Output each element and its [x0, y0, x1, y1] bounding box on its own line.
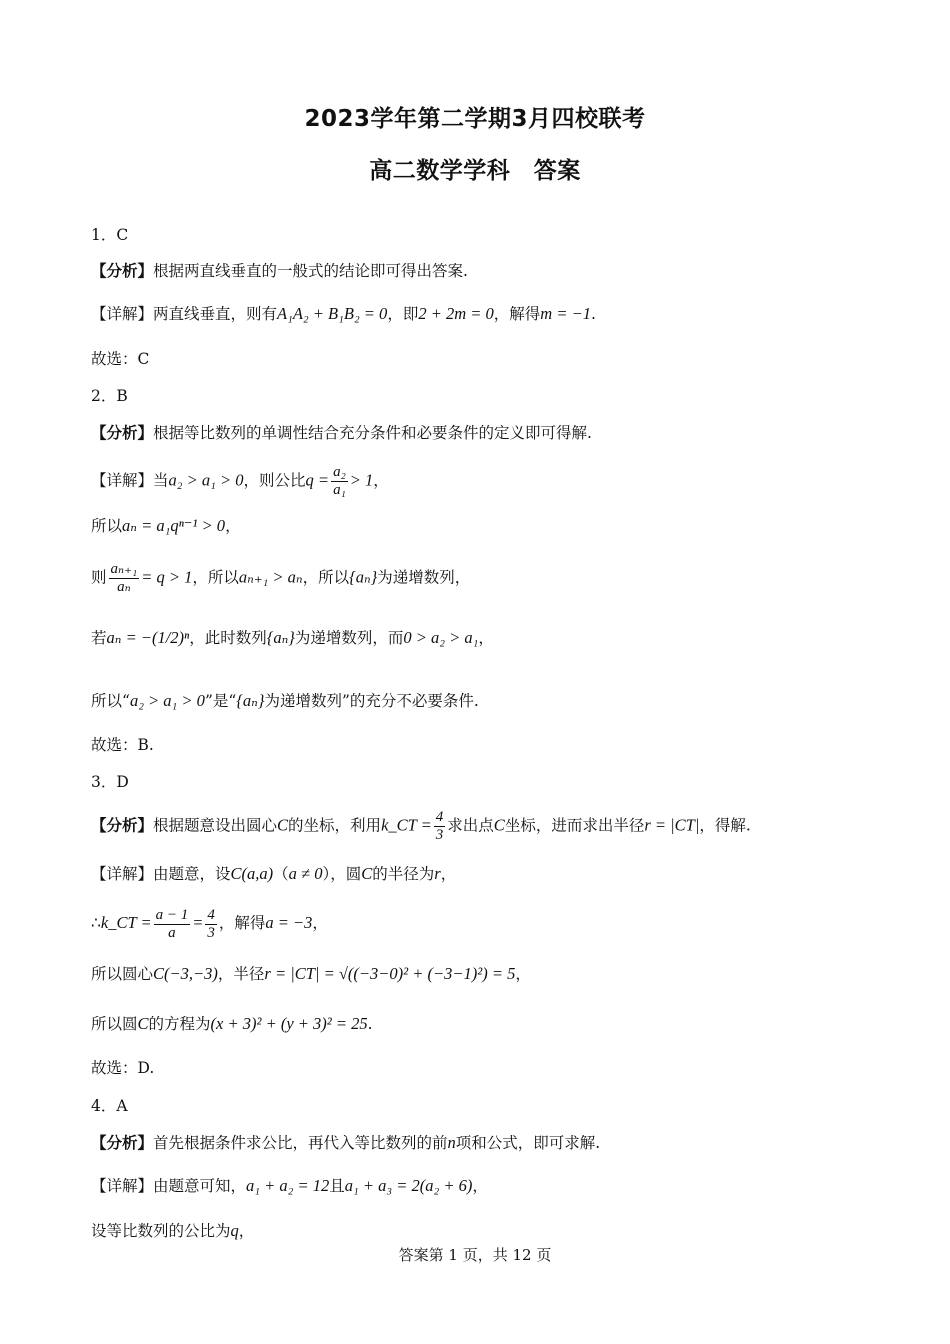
- analysis-text: 根据等比数列的单调性结合充分条件和必要条件的定义即可得解.: [153, 424, 592, 442]
- analysis-tag: 【分析】: [91, 816, 154, 835]
- denominator: 3: [207, 924, 215, 941]
- formula: q: [230, 1221, 239, 1240]
- denominator: aₙ: [117, 579, 131, 595]
- fraction: [205, 907, 217, 942]
- text: 的方程为: [148, 1015, 211, 1033]
- formula: k_CT =: [100, 913, 152, 932]
- numerator: a₂: [333, 464, 346, 480]
- text: ，: [225, 517, 241, 535]
- formula: aₙ = −(1/2)ⁿ: [106, 628, 190, 647]
- q3-line4: [91, 1013, 870, 1035]
- text: 项和公式，即可求解.: [455, 1134, 601, 1152]
- analysis-tag: 【分析】: [91, 1134, 154, 1152]
- document-title: 2023学年第二学期3月四校联考: [304, 106, 646, 132]
- q3-line2: [91, 906, 870, 942]
- detail-tag: 【详解】: [91, 471, 154, 490]
- numerator: aₙ₊₁: [110, 561, 138, 577]
- q2-line5: [91, 690, 870, 712]
- formula: =: [192, 913, 204, 932]
- text: ”是“: [204, 692, 237, 710]
- formula: C: [137, 1014, 149, 1033]
- text: ，即: [387, 305, 419, 323]
- q3-line3: [91, 963, 870, 985]
- formula: > 1: [349, 470, 374, 490]
- text: ，得解.: [699, 816, 751, 835]
- formula: r = |CT|: [644, 815, 700, 835]
- formula: C(a,a): [230, 864, 274, 883]
- fraction: [109, 561, 140, 596]
- formula: r = |CT| = √((−3−0)² + (−3−1)²) = 5: [264, 964, 516, 983]
- text: 的坐标，利用: [288, 816, 382, 835]
- q3-analysis: [91, 809, 870, 844]
- q3-choice: 故选：D.: [91, 1059, 155, 1077]
- q1-detail: [91, 303, 870, 325]
- text: .: [367, 1015, 373, 1033]
- denominator: 3: [435, 827, 444, 843]
- text: 由题意可知，: [153, 1177, 247, 1195]
- text: 且: [329, 1177, 345, 1195]
- q2-analysis: [91, 422, 870, 444]
- formula: a₂ > a₁ > 0: [129, 691, 205, 710]
- text: ，所以: [192, 568, 239, 587]
- formula: k_CT =: [381, 815, 432, 835]
- formula: r: [434, 864, 441, 883]
- text: ，解得: [493, 305, 541, 323]
- formula: n: [447, 1133, 456, 1152]
- formula: C: [361, 864, 373, 883]
- numerator: a − 1: [155, 906, 189, 923]
- q2-line3: [91, 561, 870, 596]
- text: 坐标，进而求出半径: [504, 816, 645, 835]
- text: 两直线垂直，则有: [153, 305, 278, 323]
- q4-analysis: [91, 1132, 870, 1154]
- detail-tag: 【详解】: [91, 305, 154, 323]
- q2-answer: 2．B: [91, 387, 128, 405]
- analysis-tag: 【分析】: [91, 262, 154, 280]
- formula: (x + 3)² + (y + 3)² = 25: [210, 1014, 368, 1033]
- q2-line4: [91, 627, 870, 649]
- text: ，半径: [217, 965, 265, 983]
- formula: m = −1: [540, 304, 591, 323]
- text: ，所以: [302, 568, 350, 587]
- formula: 2 + 2m = 0: [418, 304, 494, 323]
- document-subtitle: 高二数学学科 答案: [369, 158, 581, 184]
- text: 所以: [91, 517, 123, 535]
- formula: a = −3: [265, 913, 313, 932]
- formula: {aₙ}: [236, 691, 265, 710]
- text: ，此时数列: [189, 629, 267, 647]
- numerator: 4: [435, 809, 444, 825]
- formula: C: [493, 815, 505, 835]
- text: 由题意，设: [153, 865, 231, 883]
- text: ，: [472, 1177, 488, 1195]
- text: ），圆: [322, 865, 362, 883]
- q3-detail: [91, 863, 870, 885]
- q1-analysis: [91, 260, 870, 282]
- text: .: [590, 305, 596, 323]
- detail-tag: 【详解】: [91, 1177, 154, 1195]
- formula: C: [277, 815, 289, 835]
- text: ，则公比: [243, 471, 306, 490]
- text: 首先根据条件求公比，再代入等比数列的前: [153, 1134, 448, 1152]
- q1-choice: 故选：C: [91, 350, 150, 368]
- formula: a₁ + a₃ = 2(a₂ + 6): [344, 1176, 473, 1195]
- text: 所以圆: [91, 1015, 138, 1033]
- text: 当: [153, 471, 169, 490]
- q2-detail: [91, 464, 870, 499]
- formula: C(−3,−3): [153, 964, 218, 983]
- text: ，: [373, 471, 389, 490]
- text: 则: [91, 568, 107, 587]
- formula: {aₙ}: [349, 567, 378, 587]
- text: 求出点: [447, 816, 494, 835]
- q4-detail: [91, 1175, 870, 1197]
- denominator: a₁: [333, 482, 346, 498]
- detail-tag: 【详解】: [91, 865, 154, 883]
- formula: a₁ + a₂ = 12: [246, 1176, 330, 1195]
- page-footer: 答案第 1 页，共 12 页: [398, 1246, 552, 1264]
- fraction: [434, 809, 446, 844]
- q4-line2: [91, 1220, 870, 1242]
- formula: q =: [305, 470, 330, 490]
- q3-answer: 3．D: [91, 773, 129, 791]
- analysis-tag: 【分析】: [91, 424, 154, 442]
- text: ，: [515, 965, 531, 983]
- formula: A₁A₂ + B₁B₂ = 0: [277, 304, 388, 323]
- text: 所以“: [91, 692, 130, 710]
- text: 所以圆心: [91, 965, 154, 983]
- text: 为递增数列，而: [294, 629, 404, 647]
- text: 根据题意设出圆心: [153, 816, 278, 835]
- text: ，: [312, 914, 328, 932]
- text: 为递增数列”的充分不必要条件.: [264, 692, 479, 710]
- formula: 0 > a₂ > a₁: [403, 628, 479, 647]
- text: （: [273, 865, 289, 883]
- text: 设等比数列的公比为: [91, 1222, 231, 1240]
- analysis-text: 根据两直线垂直的一般式的结论即可得出答案.: [153, 262, 468, 280]
- fraction: [331, 464, 348, 499]
- numerator: 4: [207, 906, 215, 923]
- formula: {aₙ}: [266, 628, 295, 647]
- formula: aₙ = a₁qⁿ⁻¹ > 0: [122, 516, 226, 535]
- formula: aₙ₊₁ > aₙ: [238, 567, 303, 587]
- text: ∴: [91, 914, 101, 932]
- text: 若: [91, 629, 107, 647]
- q4-answer: 4．A: [91, 1097, 128, 1115]
- text: 为递增数列，: [377, 568, 471, 587]
- formula: = q > 1: [141, 567, 193, 587]
- denominator: a: [168, 924, 176, 941]
- text: ，: [238, 1222, 255, 1240]
- q2-choice: 故选：B.: [91, 736, 154, 754]
- text: ，解得: [218, 914, 266, 932]
- fraction: [154, 907, 191, 942]
- q1-answer: 1．C: [91, 226, 129, 244]
- text: 的半径为: [372, 865, 435, 883]
- formula: a ≠ 0: [288, 864, 323, 883]
- text: ，: [478, 629, 494, 647]
- text: ，: [440, 865, 457, 883]
- formula: a₂ > a₁ > 0: [168, 470, 244, 490]
- q2-line2: [91, 515, 870, 537]
